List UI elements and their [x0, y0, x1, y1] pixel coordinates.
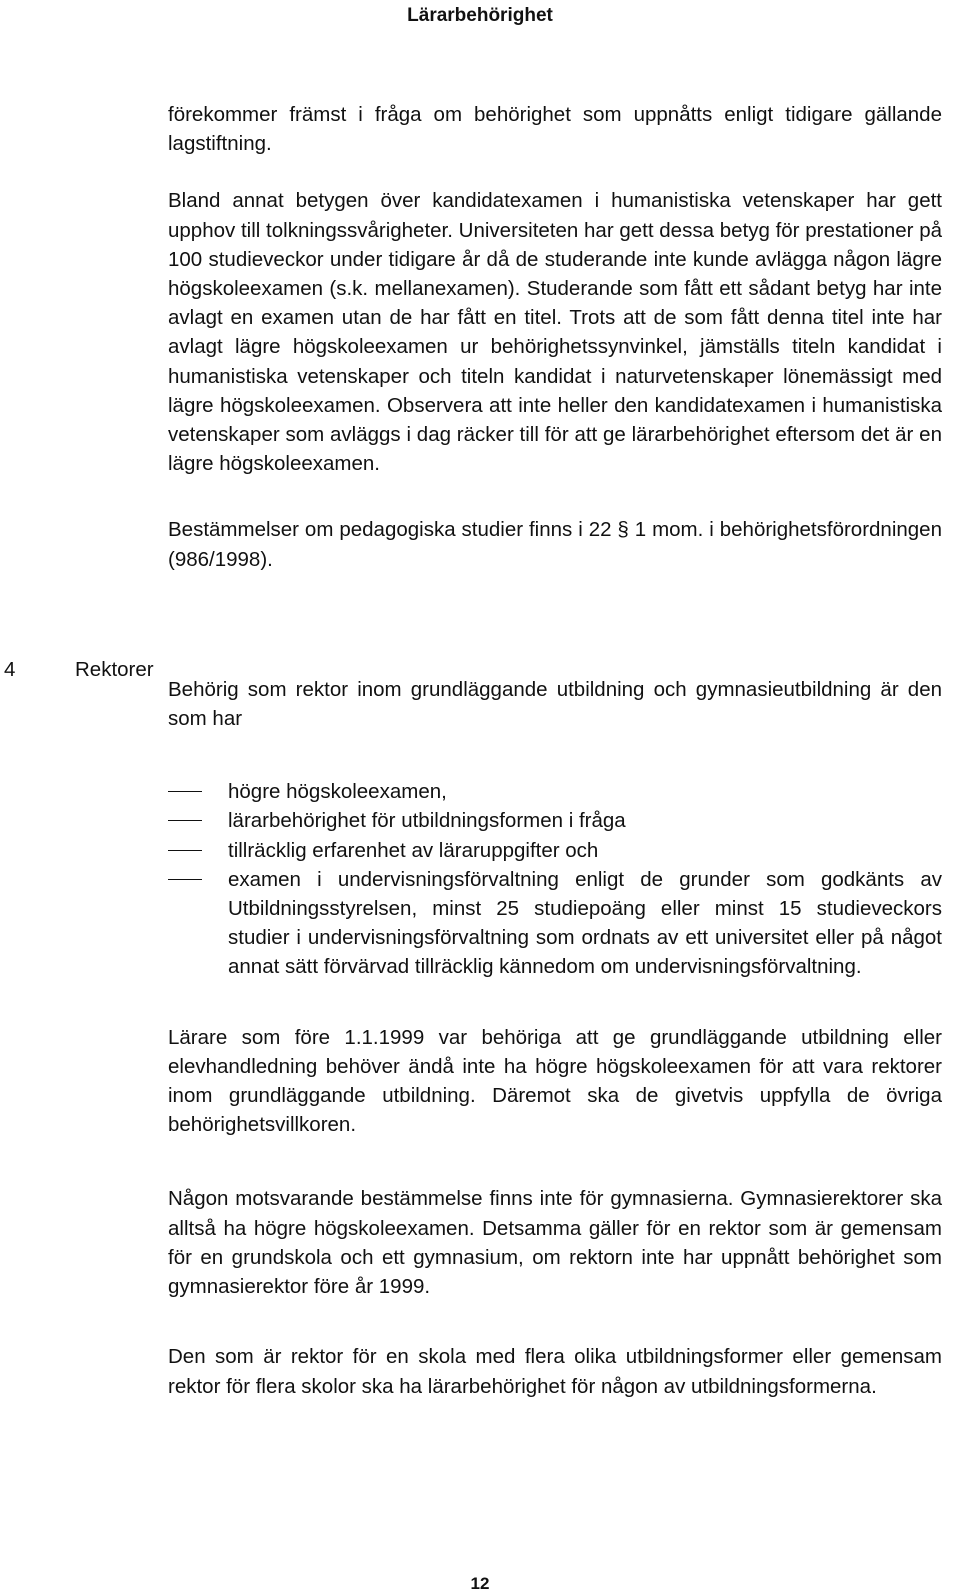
- list-item: [168, 836, 942, 865]
- body-text: [168, 100, 942, 1401]
- paragraph-pedagogiska-studier: Bestämmelser om pedagogiska studier finns i 22 § 1 mom. i behörighetsförordningen (986/1998).: [168, 518, 942, 571]
- dash-bullet: [168, 850, 202, 851]
- dash-bullet: [168, 820, 202, 821]
- dash-bullet: [168, 879, 202, 880]
- paragraph-kandidatexamen: Bland annat betygen över kandidatexamen i humanistiska vetenskaper har gett upphov till tolkningssvårigheter. Universiteten har gett dessa betyg för prestationer på 100 studieveckor under tidigare år då de studerande inte kunde avlägga någon lägre högskoleexamen (s.k. mellanexamen). Studerande som fått ett sådant betyg har inte avlagt en examen utan de har fått en titel. Trots att de som fått denna titel inte har avlagt lägre högskoleexamen ur behörighetssynvinkel, jämställs titeln kandidat i humanistiska vetenskaper och titeln kandidat i naturvetenskaper lönemässigt med lägre högskoleexamen. Observera att inte heller den kandidatexamen i humanistiska vetenskaper som avläggs i dag räcker till för att ge lärarbehörighet eftersom det är en lägre högskoleexamen.: [168, 189, 942, 476]
- list-item: [168, 865, 942, 982]
- running-header: Lärarbehörighet: [407, 5, 553, 26]
- list-item-text: lärarbehörighet för utbildningsformen i fråga: [228, 809, 626, 833]
- paragraph-continuation: förekommer främst i fråga om behörighet som uppnåtts enligt tidigare gällande lagstiftning.: [168, 103, 942, 156]
- list-item: [168, 806, 942, 835]
- section-title: Rektorer: [75, 658, 154, 681]
- paragraph-larare-fore-1999: Lärare som före 1.1.1999 var behöriga att ge grundläggande utbildning eller elevhandledning behöver ändå inte ha högre högskoleexamen för att vara rektorer inom grundläggande utbildning. Däremot ska de givetvis uppfylla de övriga behörighetsvillkoren.: [168, 1025, 942, 1137]
- section-number: 4: [4, 658, 16, 681]
- dash-bullet: [168, 791, 202, 792]
- requirements-list: [168, 777, 942, 981]
- page-number: 12: [470, 1574, 490, 1593]
- paragraph-rektor-behorighet: Behörig som rektor inom grundläggande utbildning och gymnasieutbildning är den som har: [168, 677, 942, 731]
- paragraph-flera-utbildningsformer: Den som är rektor för en skola med flera olika utbildningsformer eller gemensam rektor för flera skolor ska ha lärarbehörighet för någon av utbildningsformerna.: [168, 1345, 942, 1398]
- list-item-text: högre högskoleexamen,: [228, 780, 447, 804]
- list-item-text: tillräcklig erfarenhet av läraruppgifter och: [228, 838, 599, 862]
- list-item: [168, 777, 942, 806]
- paragraph-gymnasierna: Någon motsvarande bestämmelse finns inte för gymnasierna. Gymnasierektorer ska alltså ha högre högskoleexamen. Detsamma gäller för en rektor som är gemensam för en grundskola och ett gymnasium, om rektorn inte har uppnått behörighet som gymnasierektor före år 1999.: [168, 1187, 942, 1299]
- list-item-text: examen i undervisningsförvaltning enligt de grunder som godkänts av Utbildningsstyrelsen, minst 25 studiepoäng eller minst 15 studieveckors studier i undervisningsförvaltning som ordnats av ett universitet eller på något annat sätt förvärvad tillräcklig kännedom om undervisningsförvaltning.: [228, 867, 942, 979]
- section-heading: [4, 655, 154, 684]
